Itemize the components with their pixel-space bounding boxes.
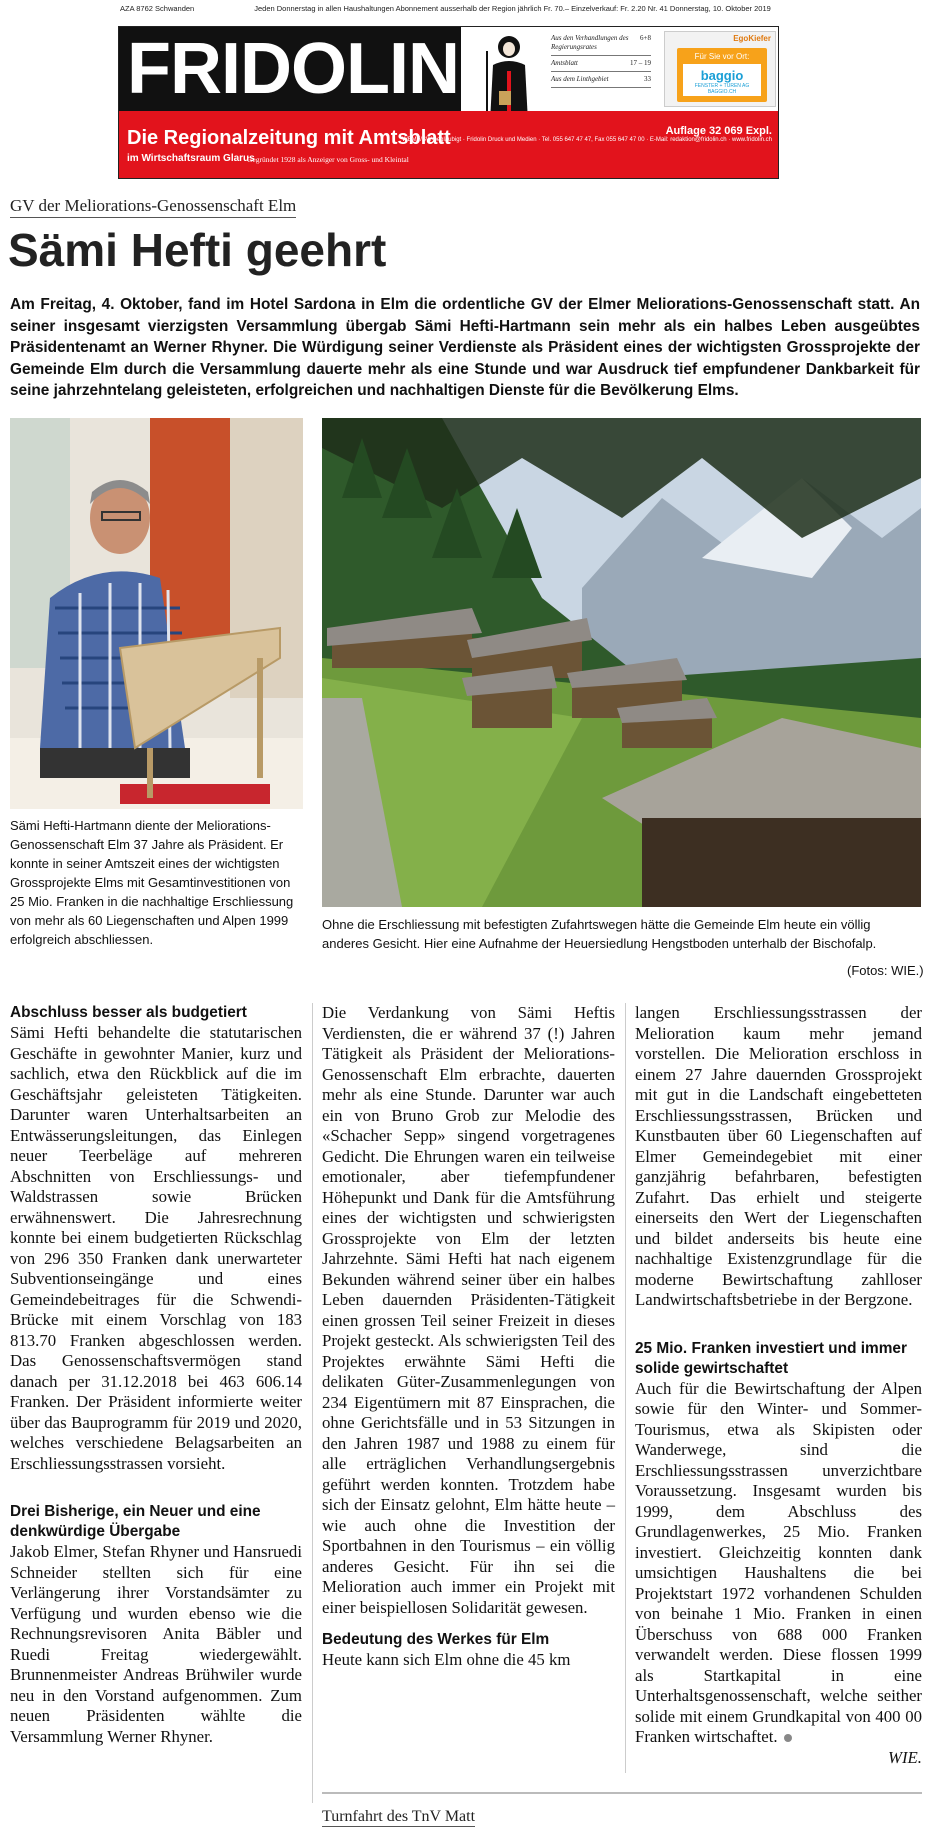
ad-logo-panel bbox=[683, 64, 761, 96]
portrait-illustration bbox=[10, 418, 303, 809]
paragraph bbox=[635, 1379, 922, 1748]
top-strip bbox=[120, 4, 778, 13]
paragraph: Sämi Hefti behandelte die statutarischen Geschäfte in gewohnter Manier, kurz und sachlich, etwa den Rückblick auf die im Geschäftsjahr geleisteten Tätigkeiten. Darunter waren Unterhaltsarbeiten an Entwässerungsleitungen, das Einlegen neuer Teerbeläge auf mehreren Abschnitten von Erschliessungs- und Waldstrassen sowie Brücken erwähnenswert. Die Jahresrechnung konnte bei einem budgetierten Rückschlag von 296 350 Franken dank unerwarteter Subventionseingänge und eines Gemeindebeitrages für die Schwendi-Brücke mit einem Vorschlag von 183 813.70 Franken abgeschlossen werden. Das Genossenschaftsvermögen stand danach per 31.12.2018 bei 463 606.14 Franken. Der Präsident informierte weiter über das Bauprogramm für 2019 und 2020, welches verschiedene Belagsarbeiten an Erschliessungsstrassen vorsieht. bbox=[10, 1023, 302, 1473]
contents-label: Amtsblatt bbox=[551, 59, 578, 68]
paragraph: Die Verdankung von Sämi Heftis Verdiensten, die er während 37 (!) Jahren Tätigkeit als Präsident der Meliorations-Genossenschaft Elm erbrachte, dauerten mehr als eine Stunde. Darunter war auch ein von Bruno Grob zur Melodie des «Schacher Sepp» singend vorgetragenes Gedicht. Die Ehrungen waren ein teilweise emotionaler, aber tiefempfundener Höhepunkt und Dank für die Amtsführung eines der wichtigsten und schwierigsten Grossprojekte von Elm der letzten Jahrzehnte. Sämi Hefti hat nach eigenem Bekunden während seiner über ein halbes Leben dauernden Präsidenten-Tätigkeit einen grossen Teil seiner Freizeit in dieses Projekt gesteckt. Als schwierigsten Teil des Projektes erwähnte Sämi Hefti die delikaten Güter-Zusammenlegungen von 234 Eigentümern mit 87 Einsprachen, die ohne Gerichtsfälle und in 53 Sitzungen in den Jahren 1987 und 1988 zu einem für alle erträglichen Verhandlungsergebnis geführt werden konnten. Trotzdem habe sich der Einsatz gelohnt, Elm hätte heute – wie auch ohne die Investition der Sportbahnen in den Tourismus – ein völlig anderes Gesicht. Für ihn sei die Melioration auch immer ein Projekt mit einer beispiellosen Solidarität gewesen. bbox=[322, 1003, 615, 1617]
ad-brand: EgoKiefer bbox=[733, 34, 771, 43]
article-lead: Am Freitag, 4. Oktober, fand im Hotel Sardona in Elm die ordentliche GV der Elmer Meliorations-Genossenschaft statt. An seiner insgesamt vierzigsten Versammlung übergab Sämi Hefti-Hartmann sein mehr als ein halbes Leben ausgeübtes Präsidentenamt an Werner Rhyner. Die Würdigung seiner Verdienste als Präsident eines der wichtigsten Grossprojekte der Gemeinde Elm durch die Versammlung dauerte mehr als eine Stunde und war Ausdruck tief empfundener Dankbarkeit für seine jahrzehntelang geleisteten, erfolgreichen und nachhaltigen Dienste für die Bevölkerung Elms. bbox=[10, 296, 920, 400]
landscape-illustration bbox=[322, 418, 921, 907]
ad-logo: baggio bbox=[700, 68, 744, 83]
author-byline: WIE. bbox=[887, 1747, 922, 1767]
article-column-2 bbox=[322, 1003, 615, 1671]
subheading: Drei Bisherige, ein Neuer und eine denkwürdige Übergabe bbox=[10, 1503, 261, 1540]
subheading: 25 Mio. Franken investiert und immer solide gewirtschaftet bbox=[635, 1339, 907, 1377]
landscape-photo bbox=[322, 418, 921, 907]
landscape-caption: Ohne die Erschliessung mit befestigten Zufahrtswegen hätte die Gemeinde Elm heute ein völlig anderes Gesicht. Hier eine Aufnahme der Heuersiedlung Hengstboden unterhalb der Bischofalp. bbox=[322, 917, 877, 951]
ad-sub: FENSTER + TÜREN AG bbox=[694, 83, 750, 89]
subheading: Bedeutung des Werkes für Elm bbox=[322, 1631, 550, 1648]
article-headline: Sämi Hefti geehrt bbox=[8, 224, 387, 276]
masthead-subtitle: Die Regionalzeitung mit Amtsblatt bbox=[127, 127, 451, 149]
postal-info: AZA 8762 Schwanden bbox=[120, 4, 195, 13]
ad-url: BAGGIO.CH bbox=[707, 89, 737, 95]
spacer bbox=[322, 1618, 615, 1630]
contents-page: 17 – 19 bbox=[630, 59, 651, 68]
contents-row[interactable] bbox=[551, 56, 651, 72]
spacer bbox=[635, 1311, 922, 1339]
byline-row bbox=[635, 1748, 922, 1769]
photo-credit: (Fotos: WIE.) bbox=[847, 963, 924, 978]
paragraph-text: Auch für die Bewirtschaftung der Alpen sowie für den Winter- und Sommer-Tourismus, etwa als Skipisten oder Wanderwege, sind die Erschliessungsstrassen unverzichtbare Voraussetzung. Insgesamt wurden bis 1999, dem Abschluss des Grundlagenwerkes, 25 Mio. Franken investiert. Gleichzeitig konnten dank umsichtigen Haushaltens die bei Projektstart 1972 vorhandenen Schulden von beinahe 1 Mio. Franken in einen Überschuss von 688 000 Franken verwandelt werden. Diese flossen 1999 als Startkapital in eine Unterhaltsgenossenschaft, welche seither solide mit einem Grundkapital von 400 00 Franken wirtschaftet. bbox=[635, 1378, 922, 1746]
paragraph: Jakob Elmer, Stefan Rhyner und Hansruedi Schneider stellten sich für eine Verlängerung ihrer Vorstandsämter zu Verfügung und wurden ebenso wie die Rechnungsrevisoren Anita Bäbler und Ruedi Freitag wiedergewählt. Brunnenmeister Andreas Brühwiler wurde neu in den Vorstand aufgenommen. Zum neuen Präsidenten wählte die Versammlung Werner Rhyner. bbox=[10, 1542, 302, 1746]
masthead-contents bbox=[551, 31, 651, 88]
masthead-title-block bbox=[119, 27, 461, 111]
column-divider bbox=[312, 1003, 313, 1803]
column-divider bbox=[625, 1003, 626, 1773]
article-rubric: GV der Meliorations-Genossenschaft Elm bbox=[10, 196, 296, 218]
section-divider bbox=[322, 1792, 922, 1794]
article-column-1 bbox=[10, 1003, 302, 1747]
contents-row[interactable] bbox=[551, 31, 651, 56]
contents-row[interactable] bbox=[551, 72, 651, 88]
paragraph: langen Erschliessungsstrassen der Melioration kaum mehr jemand vorstellen. Die Melioration erschloss in einem 27 Jahre dauernden Grossprojekt mit gut in die Landschaft eingebetteten Erschliessungsstrassen, Brücken und Kunstbauten über 60 Liegenschaften auf Elmer Gemeindegebiet mit einer ganzjährig befahrbaren, befestigten Zufahrt. Das erhielt und steigerte einerseits den Wert der Liegenschaften und bildet anderseits bis heute eine nachhaltige Existenzgrundlage für die moderne Bewirtschaftung zahlloser Landwirtschaftsbetriebe in der Bergzone. bbox=[635, 1003, 922, 1309]
circulation-figure: Auflage 32 069 Expl. bbox=[665, 125, 772, 137]
end-dot-icon bbox=[784, 1734, 792, 1742]
portrait-caption: Sämi Hefti-Hartmann diente der Meliorations-Genossenschaft Elm 37 Jahre als Präsident. Er konnte in seiner Amtszeit eines der wichtigsten Grossprojekte Elms mit Gesamtinvestitionen von 25 Mio. Franken in die nachhaltige Erschliessung von mehr als 60 Liegenschaften und Alpen 1999 erfolgreich abschliessen. bbox=[10, 818, 294, 947]
masthead-red-band bbox=[119, 111, 778, 179]
publisher-contact: WEMF/SW-beglaubigt · Fridolin Druck und Medien · Tel. 055 647 47 47, Fax 055 647 47 00 · E-Mail: redaktion@fridolin.ch · www.fridolin.ch bbox=[401, 137, 772, 143]
ad-tagline: Für Sie vor Ort: bbox=[694, 52, 750, 61]
contents-label: Aus den Verhandlungen des Regierungsrates bbox=[551, 34, 629, 52]
paragraph: Heute kann sich Elm ohne die 45 km bbox=[322, 1650, 571, 1669]
masthead-circulation bbox=[402, 125, 772, 145]
portrait-photo bbox=[10, 418, 303, 809]
article-column-3 bbox=[635, 1003, 922, 1768]
newspaper-title: FRIDOLIN bbox=[127, 29, 459, 109]
subheading: Abschluss besser als budgetiert bbox=[10, 1004, 247, 1021]
edition-info: Jeden Donnerstag in allen Haushaltungen Abonnement ausserhalb der Region jährlich Fr. 70.– Einzelverkauf: Fr. 2.20 Nr. 41 Donnerstag, 10. Oktober 2019 bbox=[254, 4, 771, 13]
masthead-founded: Gegründet 1928 als Anzeiger von Gross- und Kleintal bbox=[247, 155, 409, 164]
contents-label: Aus dem Linthgebiet bbox=[551, 75, 609, 84]
masthead-region: im Wirtschaftsraum Glarus bbox=[127, 153, 255, 164]
contents-page: 6+8 bbox=[640, 34, 651, 42]
masthead bbox=[118, 26, 779, 179]
spacer bbox=[10, 1474, 302, 1502]
next-article-rubric[interactable]: Turnfahrt des TnV Matt bbox=[322, 1808, 476, 1825]
masthead-advertisement[interactable] bbox=[664, 31, 776, 107]
ad-box bbox=[677, 48, 767, 102]
contents-page: 33 bbox=[644, 75, 651, 84]
